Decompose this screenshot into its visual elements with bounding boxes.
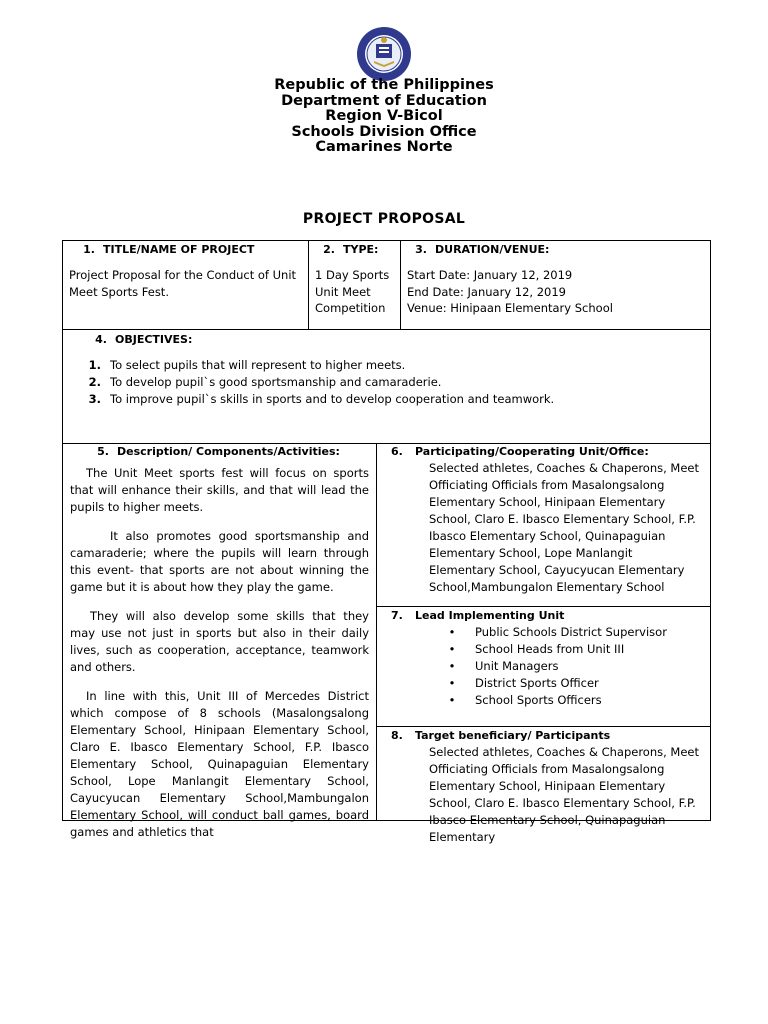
list-item: • Unit Managers	[429, 658, 702, 675]
section-heading	[315, 243, 394, 267]
objective-item	[83, 357, 710, 374]
objective-item	[83, 391, 710, 408]
type-text	[315, 267, 394, 317]
text-line: Project Proposal for the Conduct of Unit	[69, 268, 297, 282]
section-number: 5.	[97, 445, 109, 458]
details-table	[62, 443, 711, 844]
type-cell	[309, 241, 401, 329]
section-heading	[391, 444, 702, 460]
section-title: DURATION/VENUE:	[435, 243, 550, 256]
duration-venue-cell	[401, 241, 710, 329]
description-paragraph: They will also develop some skills that they may use not just in sports but also in their daily lives, such as cooperation, acceptance, teamwork and others.	[70, 609, 369, 674]
section-title: Participating/Cooperating Unit/Office:	[415, 445, 649, 458]
duration-venue-text	[407, 267, 704, 317]
objectives-table	[62, 329, 711, 444]
list-item: • School Heads from Unit III	[429, 641, 702, 658]
item-text: To develop pupil`s good sportsmanship and camaraderie.	[110, 375, 442, 389]
lead-units-list	[391, 624, 702, 709]
section-title: Target beneficiary/ Participants	[415, 729, 611, 742]
section-title: TITLE/NAME OF PROJECT	[103, 243, 255, 256]
section-number: 3.	[415, 243, 427, 256]
item-number: 2.	[88, 375, 101, 389]
deped-seal-logo	[348, 25, 420, 83]
header-republic: Republic of the Philippines	[274, 77, 494, 93]
target-beneficiary-section	[377, 727, 710, 844]
project-title-text	[69, 267, 302, 300]
section-heading	[63, 333, 710, 357]
section-heading	[69, 243, 302, 267]
project-info-table	[62, 240, 711, 330]
description-paragraph: The Unit Meet sports fest will focus on sports that will enhance their skills, and that will lead the pupils to higher meets.	[70, 466, 369, 514]
section-title: Description/ Components/Activities:	[117, 445, 340, 458]
section-heading	[391, 608, 702, 624]
header-department: Department of Education	[281, 92, 487, 109]
section-title: OBJECTIVES:	[115, 333, 193, 346]
lead-implementing-unit-section	[377, 607, 710, 727]
section-heading	[70, 445, 369, 465]
section-number: 7.	[391, 609, 403, 622]
section-number: 1.	[83, 243, 95, 256]
text-line: Competition	[315, 301, 386, 315]
section-title: Lead Implementing Unit	[415, 609, 565, 622]
list-item: • District Sports Officer	[429, 675, 702, 692]
description-paragraph: It also promotes good sportsmanship and camaraderie; where the pupils will learn through this event- that sports are not about winning the game but it is about how they play the game.	[70, 529, 369, 594]
right-column	[377, 443, 710, 844]
text-line: Meet Sports Fest.	[69, 284, 169, 299]
section-number: 8.	[391, 729, 403, 742]
title-cell	[63, 241, 309, 329]
target-beneficiary-text: Selected athletes, Coaches & Chaperons, Meet Officiating Officials from Masalongsalong Elementary School, Hinipaan Elementary School, Claro E. Ibasco Elementary School, F.P. Ibasco Elementary School, Quinapaguian Elementary	[429, 745, 700, 844]
objective-item	[83, 374, 710, 391]
section-number: 2.	[323, 243, 335, 256]
participating-units-text: Selected athletes, Coaches & Chaperons, Meet Officiating Officials from Masalongsalong Elementary School, Hinipaan Elementary School, Claro E. Ibasco Elementary School, F.P. Ibasco Elementary School, Quinapaguian Elementary School, Lope Manlangit Elementary School, Cayucyucan Elementary School,Mambungalon Elementary School	[429, 461, 700, 594]
list-item: • School Sports Officers	[429, 692, 702, 709]
list-item: • Public Schools District Supervisor	[429, 624, 702, 641]
section-number: 6.	[391, 445, 403, 458]
item-number: 3.	[88, 392, 101, 406]
item-text: To improve pupil`s skills in sports and to develop cooperation and teamwork.	[110, 392, 555, 406]
letterhead	[0, 78, 768, 156]
participating-units-section	[377, 443, 710, 607]
header-region: Region V-Bicol	[325, 108, 443, 124]
section-heading	[407, 243, 704, 267]
document-title: PROJECT PROPOSAL	[302, 211, 466, 227]
item-number: 1.	[88, 358, 101, 372]
objectives-list	[83, 357, 710, 408]
section-heading	[391, 728, 702, 744]
end-date: End Date: January 12, 2019	[407, 284, 566, 299]
description-paragraph: In line with this, Unit III of Mercedes District which compose of 8 schools (Masalongsalong Elementary School, Hinipaan Elementary School, Claro E. Ibasco Elementary School, F.P. Ibasco Elementary School, Quinapaguian Elementary School, Lope Manlangit Elementary School, Cayucyucan Elementary School,Mambungalon Elementary School, will conduct ball games, board games and athletics that	[70, 689, 369, 839]
description-column	[63, 443, 377, 839]
start-date: Start Date: January 12, 2019	[407, 268, 573, 282]
text-line: 1 Day Sports	[315, 268, 390, 282]
venue: Venue: Hinipaan Elementary School	[407, 301, 613, 315]
header-province: Camarines Norte	[315, 139, 453, 155]
section-title: TYPE:	[343, 243, 379, 256]
section-number: 4.	[95, 333, 107, 346]
text-line: Unit Meet	[315, 284, 371, 299]
header-division: Schools Division Office	[291, 123, 477, 140]
item-text: To select pupils that will represent to higher meets.	[110, 358, 406, 372]
